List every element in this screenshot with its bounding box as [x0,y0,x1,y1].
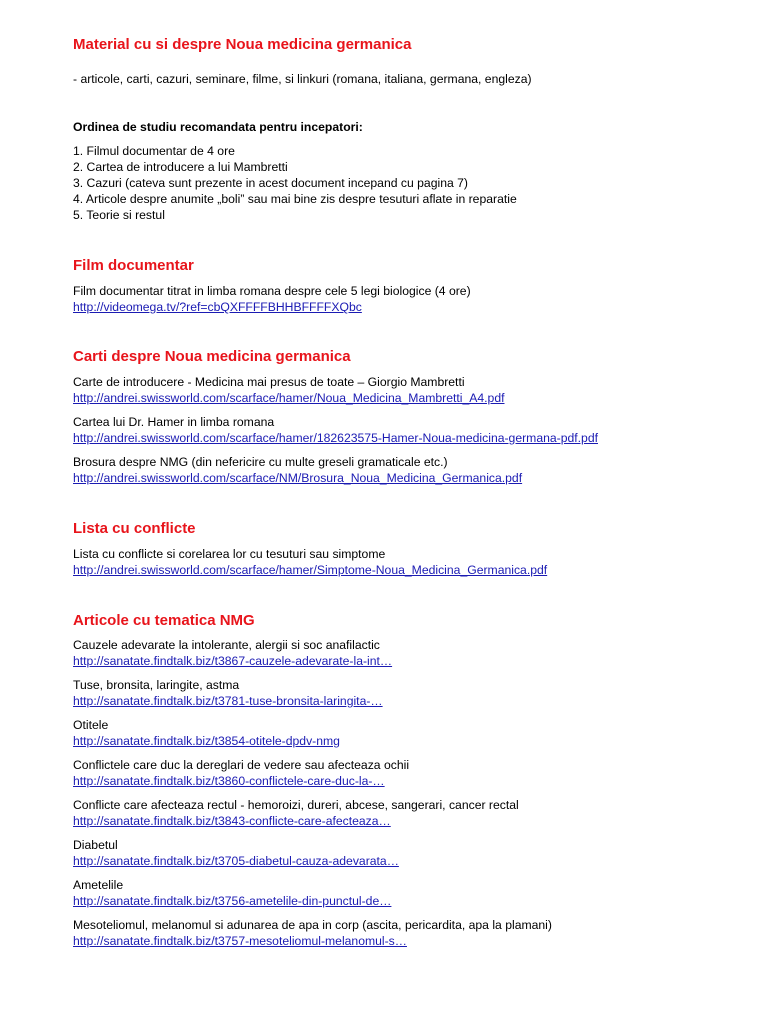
conflicts-section-heading: Lista cu conflicte [73,520,196,537]
book-entry-title: Carte de introducere - Medicina mai presus de toate – Giorgio Mambretti [73,375,465,389]
article-entry-link[interactable]: http://sanatate.findtalk.biz/t3860-conflictele-care-duc-la-… [73,774,385,788]
conflicts-entry-link[interactable]: http://andrei.swissworld.com/scarface/hamer/Simptome-Noua_Medicina_Germanica.pdf [73,563,548,577]
book-entry-link[interactable]: http://andrei.swissworld.com/scarface/hamer/Noua_Medicina_Mambretti_A4.pdf [73,391,505,405]
study-order-item: 1. Filmul documentar de 4 ore [73,144,235,158]
study-order-item: 4. Articole despre anumite „boli” sau mai bine zis despre tesuturi aflate in reparatie [73,192,517,206]
study-order-item: 2. Cartea de introducere a lui Mambretti [73,160,288,174]
study-order-heading: Ordinea de studiu recomandata pentru incepatori: [73,120,363,134]
articles-section-heading: Articole cu tematica NMG [73,612,255,629]
article-entry-title: Cauzele adevarate la intolerante, alergii si soc anafilactic [73,638,380,652]
article-entry-title: Tuse, bronsita, laringite, astma [73,678,240,692]
article-entry-link[interactable]: http://sanatate.findtalk.biz/t3756-ametelile-din-punctul-de… [73,894,392,908]
article-entry-link[interactable]: http://sanatate.findtalk.biz/t3854-otitele-dpdv-nmg [73,734,340,748]
book-entry-title: Brosura despre NMG (din nefericire cu multe greseli gramaticale etc.) [73,455,448,469]
study-order-item: 3. Cazuri (cateva sunt prezente in acest document incepand cu pagina 7) [73,176,468,190]
conflicts-entry-title: Lista cu conflicte si corelarea lor cu tesuturi sau simptome [73,547,386,561]
article-entry-link[interactable]: http://sanatate.findtalk.biz/t3867-cauzele-adevarate-la-int… [73,654,393,668]
page-subtitle: - articole, carti, cazuri, seminare, filme, si linkuri (romana, italiana, germana, engleza) [73,72,532,86]
page-title: Material cu si despre Noua medicina germanica [73,36,412,53]
book-entry-link[interactable]: http://andrei.swissworld.com/scarface/hamer/182623575-Hamer-Noua-medicina-germana-pdf.pdf [73,431,598,445]
study-order-item: 5. Teorie si restul [73,208,165,222]
article-entry-link[interactable]: http://sanatate.findtalk.biz/t3781-tuse-bronsita-laringita-… [73,694,383,708]
books-section-heading: Carti despre Noua medicina germanica [73,348,351,365]
book-entry-title: Cartea lui Dr. Hamer in limba romana [73,415,275,429]
article-entry-title: Conflictele care duc la dereglari de vedere sau afecteaza ochii [73,758,410,772]
article-entry-title: Otitele [73,718,109,732]
article-entry-title: Mesoteliomul, melanomul si adunarea de apa in corp (ascita, pericardita, apa la plamani) [73,918,552,932]
article-entry-title: Ametelile [73,878,124,892]
article-entry-link[interactable]: http://sanatate.findtalk.biz/t3757-mesoteliomul-melanomul-s… [73,934,407,948]
article-entry-link[interactable]: http://sanatate.findtalk.biz/t3705-diabetul-cauza-adevarata… [73,854,399,868]
article-entry-title: Diabetul [73,838,118,852]
article-entry-title: Conflicte care afecteaza rectul - hemoroizi, dureri, abcese, sangerari, cancer rectal [73,798,519,812]
film-section-heading: Film documentar [73,257,194,274]
article-entry-link[interactable]: http://sanatate.findtalk.biz/t3843-conflicte-care-afecteaza… [73,814,391,828]
book-entry-link[interactable]: http://andrei.swissworld.com/scarface/NM/Brosura_Noua_Medicina_Germanica.pdf [73,471,523,485]
film-entry-title: Film documentar titrat in limba romana despre cele 5 legi biologice (4 ore) [73,284,471,298]
film-entry-link[interactable]: http://videomega.tv/?ref=cbQXFFFFBHHBFFFFXQbc [73,300,362,314]
